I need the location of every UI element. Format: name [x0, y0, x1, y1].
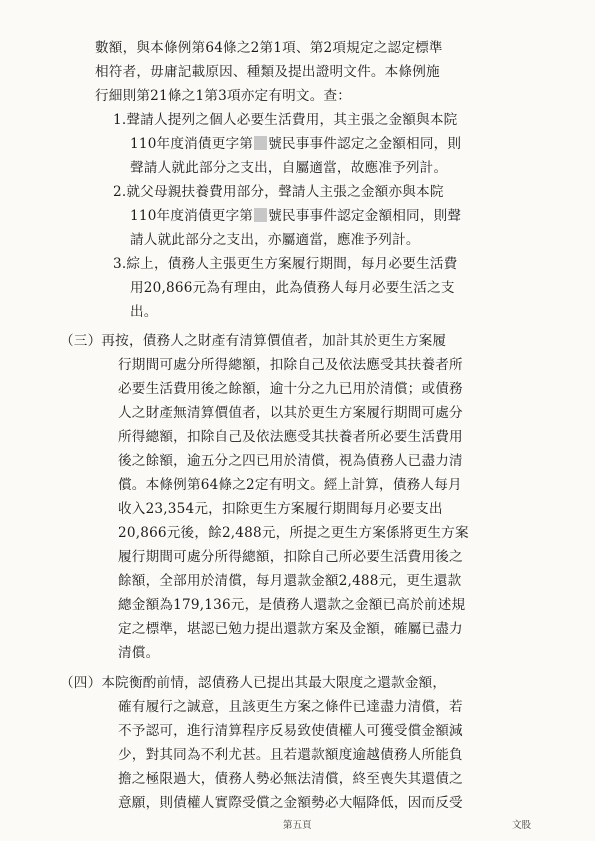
- section3-line-6: 後之餘額，逾五分之四已用於清償，視為債務人已盡力清: [118, 453, 463, 469]
- item1-line-2-a: 110年度消債更字第: [130, 136, 254, 152]
- section3-line-1: （三）再按，債務人之財產有清算價值者，加計其於更生方案履: [60, 333, 447, 349]
- section3-line-13: 定之標準，堪認已勉力提出還款方案及金額，確屬已盡力: [118, 621, 463, 637]
- section3-line-7: 償。本條例第64條之2定有明文。經上計算，債務人每月: [118, 477, 462, 493]
- section4-line-1: （四）本院衡酌前情，認債務人已提出其最大限度之還款金額，: [60, 675, 447, 691]
- item1-line-2-b: 號民事事件認定之金額相同，則: [268, 136, 462, 152]
- section4-line-3: 不予認可，進行清算程序反易致使債權人可獲受償金額減: [118, 723, 463, 739]
- item2-line-1: 2.就父母親扶養費用部分，聲請人主張之金額亦與本院: [113, 184, 444, 200]
- page-number: 第五頁: [283, 820, 312, 831]
- footer-right-label: 文股: [512, 820, 532, 831]
- section3-line-14: 清償。: [118, 645, 160, 661]
- item3-line-2: 用20,866元為有理由，此為債務人每月必要生活之支: [130, 280, 455, 296]
- section3-line-10: 履行期間可處分所得總額，扣除自己所必要生活費用後之: [118, 549, 463, 565]
- intro-line-2: 相符者，毋庸記載原因、種類及提出證明文件。本條例施: [95, 64, 440, 80]
- section3-line-8: 收入23,354元，扣除更生方案履行期間每月必要支出: [118, 501, 443, 517]
- item2-line-2-b: 號民事事件認定金額相同，則聲: [268, 208, 462, 224]
- item2-line-2-a: 110年度消債更字第: [130, 208, 254, 224]
- section3-line-5: 所得總額，扣除自己及依法應受其扶養者所必要生活費用: [118, 429, 463, 445]
- section4-line-4: 少，對其同為不利尤甚。且若還款額度逾越債務人所能負: [118, 747, 463, 763]
- section3-line-11: 餘額，全部用於清償，每月還款金額2,488元，更生還款: [118, 573, 462, 589]
- section3-line-2: 行期間可處分所得總額，扣除自己及依法應受其扶養者所: [118, 357, 463, 373]
- intro-line-1: 數額，與本條例第64條之2第1項、第2項規定之認定標準: [95, 40, 443, 56]
- redaction-block: [254, 208, 267, 222]
- item1-line-2: [130, 134, 461, 154]
- section4-line-2: 確有履行之誠意，且該更生方案之條件已達盡力清償，若: [118, 699, 463, 715]
- section4-line-6: 意願，則債權人實際受償之金額勢必大幅降低，因而反受: [118, 795, 463, 811]
- redaction-block: [254, 136, 267, 150]
- item2-line-2: [130, 206, 461, 226]
- section3-line-9: 20,866元後，餘2,488元，所提之更生方案係將更生方案: [118, 525, 469, 541]
- section3-line-4: 人之財產無清算價值者，以其於更生方案履行期間可處分: [118, 405, 463, 421]
- item2-line-3: 請人就此部分之支出，亦屬適當，應准予列計。: [130, 232, 420, 248]
- item1-line-1: 1.聲請人提列之個人必要生活費用，其主張之金額與本院: [113, 112, 458, 128]
- intro-line-3: 行細則第21條之1第3項亦定有明文。查：: [95, 88, 352, 104]
- item3-line-3: 出。: [130, 304, 158, 320]
- item1-line-3: 聲請人就此部分之支出，自屬適當，故應准予列計。: [130, 160, 448, 176]
- section3-line-3: 必要生活費用後之餘額，逾十分之九已用於清償；或債務: [118, 381, 463, 397]
- section3-line-12: 總金額為179,136元，是債務人還款之金額已高於前述規: [118, 597, 466, 613]
- item3-line-1: 3.綜上，債務人主張更生方案履行期間，每月必要生活費: [113, 256, 458, 272]
- section4-line-5: 擔之極限過大，債務人勢必無法清償，終至喪失其還債之: [118, 771, 463, 787]
